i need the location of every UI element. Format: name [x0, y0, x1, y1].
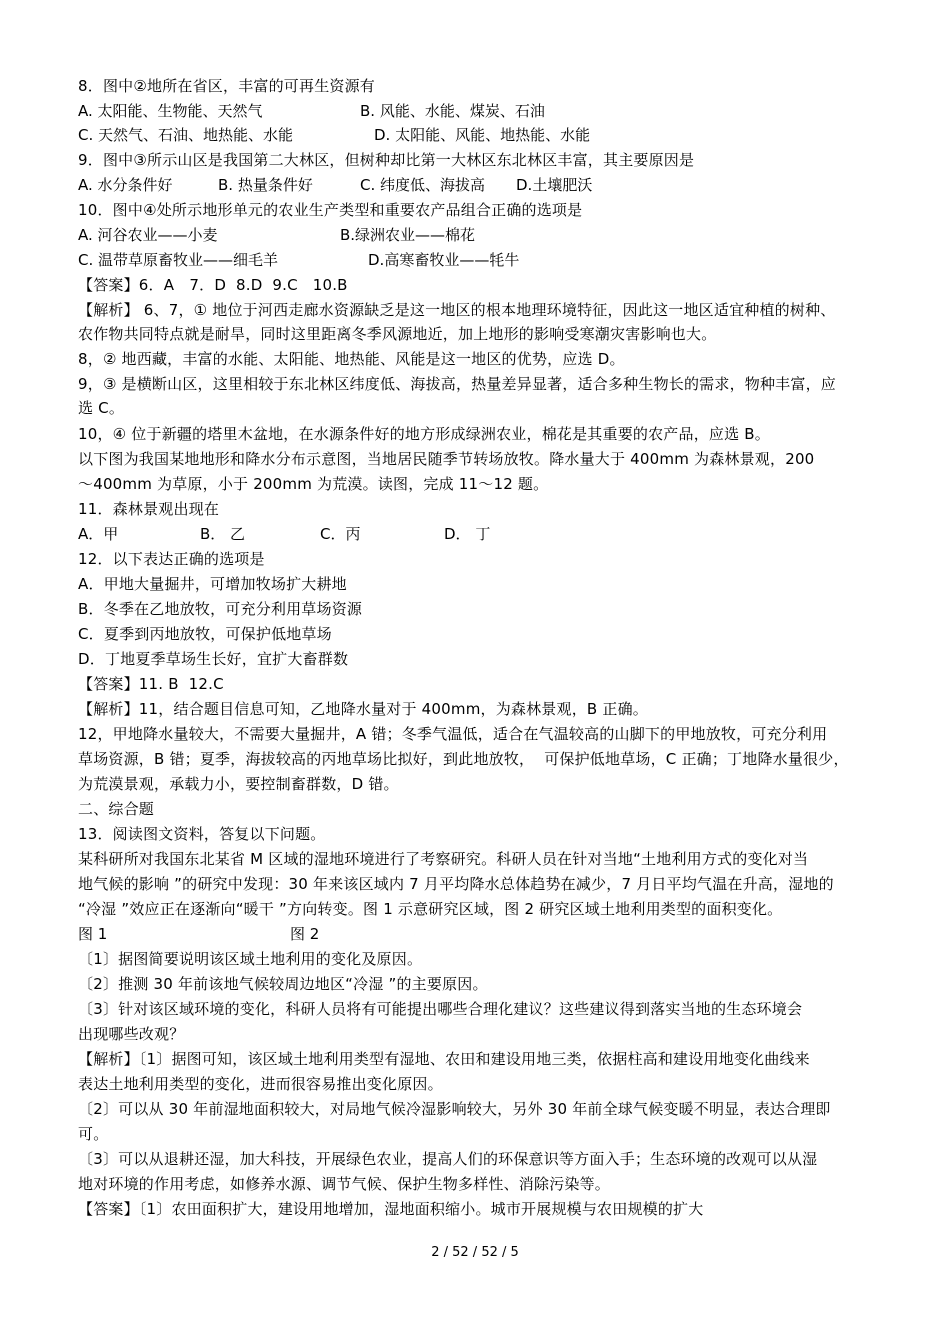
q10-option-b: B.绿洲农业——棉花 [340, 226, 476, 244]
analysis-13-1-line-1: 【解析】〔1〕据图可知，该区域土地利用类型有湿地、农田和建设用地三类，依据柱高和建设用地变化曲线来 [78, 1050, 810, 1068]
q11-option-b: B． 乙 [200, 525, 246, 543]
question-10: 10．图中④处所示地形单元的农业生产类型和重要农产品组合正确的选项是 [78, 201, 583, 219]
q11-option-c: C．丙 [320, 525, 361, 543]
answer-13-1: 【答案】〔1〕农田面积扩大，建设用地增加，湿地面积缩小。城市开展规模与农田规模的扩大 [78, 1200, 704, 1218]
q9-option-c: C. 纬度低、海拔高 [360, 176, 486, 194]
question-12: 12．以下表达正确的选项是 [78, 550, 265, 568]
q13-sub-3-line-1: 〔3〕针对该区域环境的变化，科研人员将有可能提出哪些合理化建议？这些建议得到落实当地的生态环境会 [78, 1000, 803, 1018]
q11-option-a: A．甲 [78, 525, 119, 543]
q9-option-d: D.土壤肥沃 [516, 176, 593, 194]
q13-sub-3-line-2: 出现哪些改观？ [78, 1025, 185, 1043]
analysis-13-3-line-1: 〔3〕可以从退耕还湿，加大科技，开展绿色农业，提高人们的环保意识等方面入手；生态环境的改观可以从湿 [78, 1150, 818, 1168]
q13-material-line-1: 某科研所对我国东北某省 M 区域的湿地环境进行了考察研究。科研人员在针对当地“土地利用方式的变化对当 [78, 850, 809, 868]
q9-option-b: B. 热量条件好 [218, 176, 313, 194]
q8-option-c: C. 天然气、石油、地热能、水能 [78, 126, 294, 144]
q13-sub-1: 〔1〕据图简要说明该区域土地利用的变化及原因。 [78, 950, 423, 968]
analysis-13-3-line-2: 地对环境的作用考虑，如修养水源、调节气候、保护生物多样性、消除污染等。 [78, 1175, 611, 1193]
q13-material-line-3: “冷湿 ”效应正在逐渐向“暖干 ”方向转变。图 1 示意研究区域，图 2 研究区域土地利用类型的面积变化。 [78, 900, 783, 918]
question-8: 8．图中②地所在省区，丰富的可再生资源有 [78, 77, 375, 95]
question-11: 11．森林景观出现在 [78, 500, 220, 518]
section-heading: 二、综合题 [78, 800, 155, 818]
analysis-12-line-1: 12，甲地降水量较大，不需要大量掘井，A 错；冬季气温低，适合在气温较高的山脚下的甲地放牧，可充分利用 [78, 725, 828, 743]
analysis-9-line-1: 9，③ 是横断山区，这里相较于东北林区纬度低、海拔高，热量差异显著，适合多种生物长的需求，物种丰富，应 [78, 375, 836, 393]
q11-option-d: D． 丁 [444, 525, 491, 543]
q10-option-c: C. 温带草原畜牧业——细毛羊 [78, 251, 279, 269]
page-footer: 2 / 52 / 52 / 5 [431, 1245, 519, 1260]
analysis-11: 【解析】11，结合题目信息可知，乙地降水量对于 400mm，为森林景观，B 正确。 [78, 700, 648, 718]
q12-option-b: B．冬季在乙地放牧，可充分利用草场资源 [78, 600, 363, 618]
q13-material-line-2: 地气候的影响 ”的研究中发现：30 年来该区域内 7 月平均降水总体趋势在减少，7 月日平均气温在升高，湿地的 [78, 875, 834, 893]
answer-6-10: 【答案】6．A 7．D 8.D 9.C 10.B [78, 276, 348, 294]
q8-option-d: D. 太阳能、风能、地热能、水能 [374, 126, 591, 144]
analysis-13-2-line-2: 可。 [78, 1125, 109, 1143]
analysis-12-line-3: 为荒漠景观，承载力小，要控制畜群数，D 错。 [78, 775, 399, 793]
analysis-9-line-2: 选 C。 [78, 399, 125, 417]
q13-sub-2: 〔2〕推测 30 年前该地气候较周边地区“冷湿 ”的主要原因。 [78, 975, 488, 993]
analysis-10: 10，④ 位于新疆的塔里木盆地，在水源条件好的地方形成绿洲农业，棉花是其重要的农产品，应选 B。 [78, 425, 770, 443]
q8-option-b: B. 风能、水能、煤炭、石油 [360, 102, 545, 120]
analysis-13-1-line-2: 表达土地利用类型的变化，进而很容易推出变化原因。 [78, 1075, 443, 1093]
analysis-13-2-line-1: 〔2〕可以从 30 年前湿地面积较大，对局地气候冷湿影响较大，另外 30 年前全球气候变暖不明显，表达合理即 [78, 1100, 831, 1118]
q8-option-a: A. 太阳能、生物能、天然气 [78, 102, 263, 120]
q10-option-d: D.高寒畜牧业——牦牛 [368, 251, 520, 269]
analysis-6-7-line-1: 【解析】 6、7，① 地位于河西走廊水资源缺乏是这一地区的根本地理环境特征，因此这一地区适宜种植的树种、 [78, 301, 836, 319]
q9-option-a: A. 水分条件好 [78, 176, 173, 194]
q10-option-a: A. 河谷农业——小麦 [78, 226, 218, 244]
analysis-8: 8，② 地西藏，丰富的水能、太阳能、地热能、风能是这一地区的优势，应选 D。 [78, 350, 625, 368]
figure-1-label: 图 1 [78, 925, 108, 943]
answer-11-12: 【答案】11. B 12.C [78, 675, 224, 693]
q12-option-d: D．丁地夏季草场生长好，宜扩大畜群数 [78, 650, 349, 668]
intro-11-12-line-2: ～400mm 为草原，小于 200mm 为荒漠。读图，完成 11～12 题。 [78, 475, 549, 493]
analysis-6-7-line-2: 农作物共同特点就是耐旱，同时这里距离冬季风源地近，加上地形的影响受寒潮灾害影响也大。 [78, 325, 717, 343]
analysis-12-line-2: 草场资源，B 错；夏季，海拔较高的丙地草场比拟好，到此地放牧， 可保护低地草场，C 正确；丁地降水量很少， [78, 750, 849, 768]
question-13: 13．阅读图文资料，答复以下问题。 [78, 825, 326, 843]
q12-option-a: A．甲地大量掘井，可增加牧场扩大耕地 [78, 575, 347, 593]
intro-11-12-line-1: 以下图为我国某地地形和降水分布示意图，当地居民随季节转场放牧。降水量大于 400mm 为森林景观，200 [78, 450, 815, 468]
question-9: 9．图中③所示山区是我国第二大林区，但树种却比第一大林区东北林区丰富，其主要原因是 [78, 151, 695, 169]
q12-option-c: C．夏季到丙地放牧，可保护低地草场 [78, 625, 332, 643]
figure-2-label: 图 2 [290, 925, 320, 943]
